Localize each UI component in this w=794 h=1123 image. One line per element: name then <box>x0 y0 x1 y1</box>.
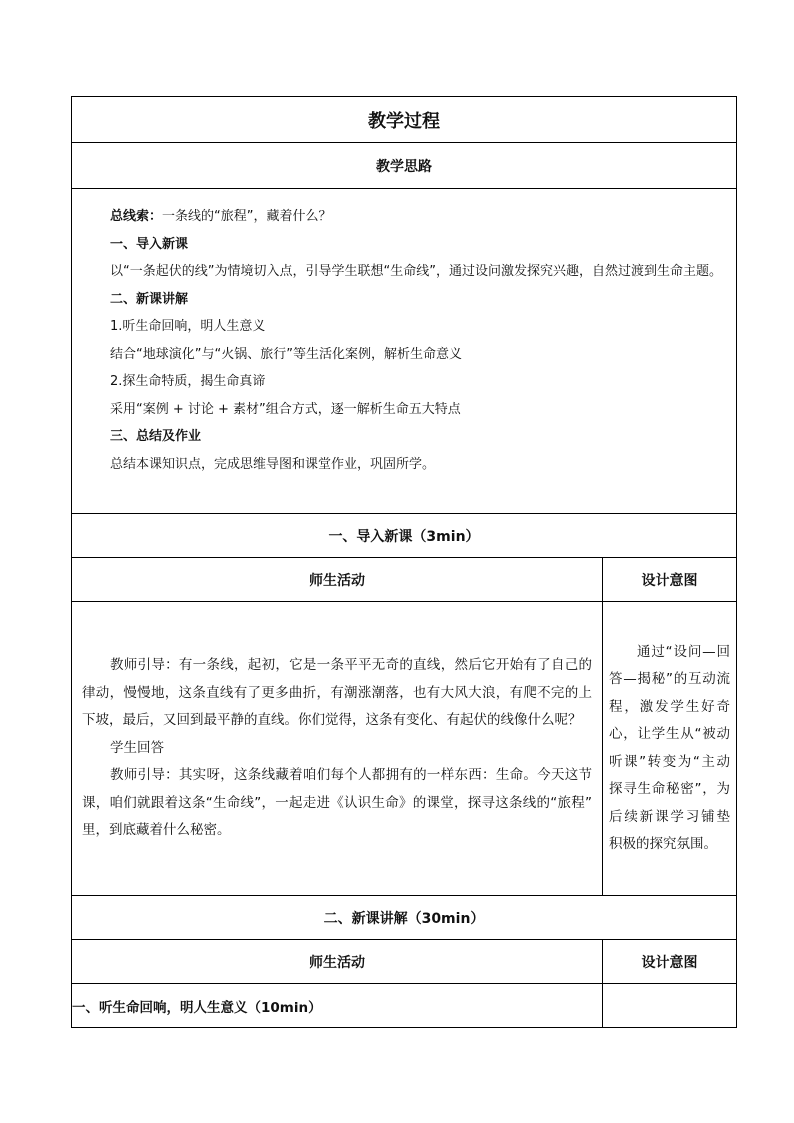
part2-empty-cell <box>603 984 737 1028</box>
teacher-guide-2: 教师引导：其实呀，这条线藏着咱们每个人都拥有的一样东西：生命。今天这节课，咱们就跟着这条“生命线”，一起走进《认识生命》的课堂，探寻这条线的“旅程” 里，到底藏着什么秘密。 <box>82 767 592 839</box>
section1-text: 以“一条起伏的线”为情境切入点，引导学生联想“生命线”，通过设问激发探究兴趣，自然过渡到生命主题。 <box>110 264 722 279</box>
student-answer: 学生回答 <box>110 739 164 756</box>
section2-heading: 二、新课讲解 <box>110 291 189 307</box>
part1-intent-cell <box>603 602 737 896</box>
section3-text: 总结本课知识点，完成思维导图和课堂作业，巩固所学。 <box>110 456 436 472</box>
clue-label: 总线索： <box>110 209 163 224</box>
point2-text: 采用“案例 + 讨论 + 素材”组合方式，逐一解析生命五大特点 <box>110 401 461 417</box>
clue-text: 一条线的“旅程”，藏着什么？ <box>162 209 332 224</box>
teaching-idea-summary <box>72 189 737 514</box>
part1-col-intent: 设计意图 <box>603 558 737 602</box>
teaching-idea-header: 教学思路 <box>72 143 737 189</box>
section1-heading: 一、导入新课 <box>110 236 189 252</box>
part1-activity-cell <box>72 602 603 896</box>
part2-col-activity: 师生活动 <box>72 940 603 984</box>
part1-col-activity: 师生活动 <box>72 558 603 602</box>
point2-heading: 2.探生命特质，揭生命真谛 <box>110 374 266 389</box>
part1-heading: 一、导入新课（3min） <box>72 514 737 558</box>
teacher-guide-1: 教师引导：有一条线，起初，它是一条平平无奇的直线，然后它开始有了自己的律动，慢慢地，这条直线有了更多曲折，有潮涨潮落，也有大风大浪，有爬不完的上下坡，最后，又回到最平静的直线。你们觉得，这条有变化、有起伏的线像什么呢？ <box>82 657 592 729</box>
part2-first-item: 一、听生命回响，明人生意义（10min） <box>72 984 603 1028</box>
part2-col-intent: 设计意图 <box>603 940 737 984</box>
part1-intent-text: 通过“设问—回答—揭秘”的互动流程，激发学生好奇心，让学生从“被动听课”转变为“主动探寻生命秘密”，为后续新课学习铺垫积极的探究氛围。 <box>609 643 730 852</box>
point1-heading: 1.听生命回响，明人生意义 <box>110 319 266 334</box>
lesson-process-table <box>71 96 737 1028</box>
section3-heading: 三、总结及作业 <box>110 429 202 444</box>
clue-line <box>82 203 726 231</box>
part2-heading: 二、新课讲解（30min） <box>72 896 737 940</box>
point1-text: 结合“地球演化”与“火锅、旅行”等生活化案例，解析生命意义 <box>110 346 462 362</box>
table-title: 教学过程 <box>72 97 737 143</box>
